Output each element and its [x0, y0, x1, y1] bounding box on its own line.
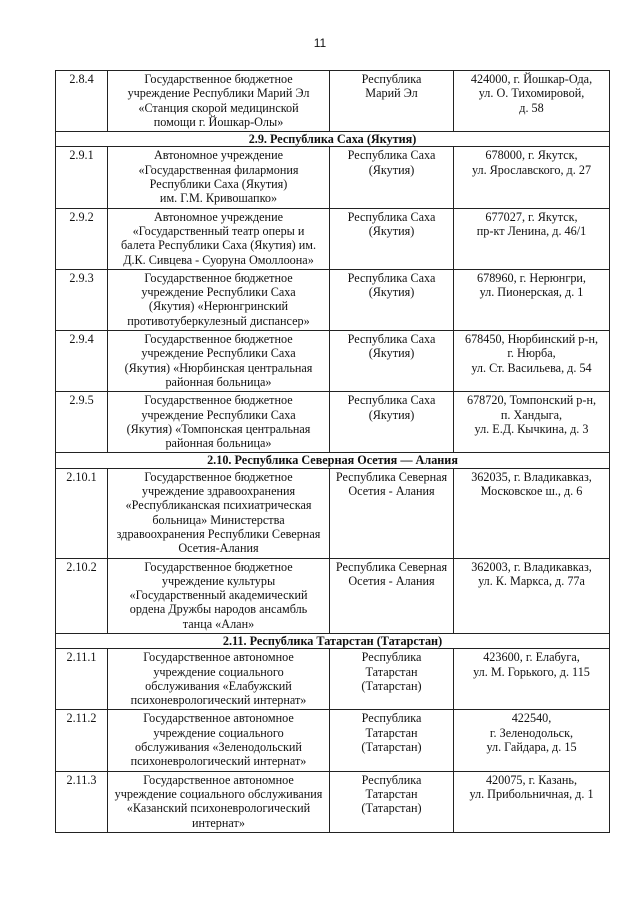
institution-address: 424000, г. Йошкар-Ода, ул. О. Тихомировой, д. 58 [454, 71, 610, 132]
region-name: Республика Саха (Якутия) [330, 392, 454, 453]
institution-address: 678960, г. Нерюнгри, ул. Пионерская, д. 1 [454, 269, 610, 330]
institution-address: 422540, г. Зеленодольск, ул. Гайдара, д. 15 [454, 710, 610, 771]
region-name: Республика Саха (Якутия) [330, 147, 454, 208]
region-name: Республика Саха (Якутия) [330, 269, 454, 330]
table-row [56, 331, 610, 392]
institution-name: Государственное бюджетное учреждение Республики Саха (Якутия) «Нерюнгринский противотуберкулезный диспансер» [108, 269, 330, 330]
institution-address: 678450, Нюрбинский р-н, г. Нюрба, ул. Ст. Васильева, д. 54 [454, 331, 610, 392]
row-number: 2.10.1 [56, 468, 108, 558]
region-name: Республика Саха (Якутия) [330, 208, 454, 269]
institution-address: 362035, г. Владикавказ, Московское ш., д. 6 [454, 468, 610, 558]
institutions-table [55, 70, 610, 833]
table-row [56, 269, 610, 330]
table-row [56, 771, 610, 832]
section-header-row [56, 633, 610, 648]
region-name: Республика Северная Осетия - Алания [330, 558, 454, 633]
row-number: 2.10.2 [56, 558, 108, 633]
table-row [56, 468, 610, 558]
row-number: 2.11.1 [56, 649, 108, 710]
row-number: 2.11.3 [56, 771, 108, 832]
section-title: 2.11. Республика Татарстан (Татарстан) [56, 633, 610, 648]
section-title: 2.10. Республика Северная Осетия — Алания [56, 453, 610, 468]
table-row [56, 208, 610, 269]
table-row [56, 710, 610, 771]
institution-address: 420075, г. Казань, ул. Прибольничная, д. 1 [454, 771, 610, 832]
institution-name: Государственное бюджетное учреждение Республики Саха (Якутия) «Нюрбинская центральная районная больница» [108, 331, 330, 392]
institution-name: Автономное учреждение «Государственный театр оперы и балета Республики Саха (Якутия) им. Д.К. Сивцева - Суоруна Омоллоона» [108, 208, 330, 269]
table-body [56, 71, 610, 833]
row-number: 2.9.2 [56, 208, 108, 269]
institution-address: 678720, Томпонский р-н, п. Хандыга, ул. Е.Д. Кычкина, д. 3 [454, 392, 610, 453]
region-name: Республика Татарстан (Татарстан) [330, 771, 454, 832]
table-row [56, 147, 610, 208]
region-name: Республика Татарстан (Татарстан) [330, 649, 454, 710]
institution-name: Государственное бюджетное учреждение культуры «Государственный академический ордена Дружбы народов ансамбль танца «Алан» [108, 558, 330, 633]
region-name: Республика Саха (Якутия) [330, 331, 454, 392]
institution-address: 678000, г. Якутск, ул. Ярославского, д. 27 [454, 147, 610, 208]
page-number: 11 [313, 36, 327, 50]
institution-name: Государственное автономное учреждение социального обслуживания «Казанский психоневрологический интернат» [108, 771, 330, 832]
institution-address: 423600, г. Елабуга, ул. М. Горького, д. 115 [454, 649, 610, 710]
institution-name: Государственное бюджетное учреждение Республики Марий Эл «Станция скорой медицинской помощи г. Йошкар-Олы» [108, 71, 330, 132]
row-number: 2.9.3 [56, 269, 108, 330]
section-header-row [56, 132, 610, 147]
row-number: 2.9.4 [56, 331, 108, 392]
region-name: Республика Марий Эл [330, 71, 454, 132]
row-number: 2.9.5 [56, 392, 108, 453]
region-name: Республика Северная Осетия - Алания [330, 468, 454, 558]
table-row [56, 71, 610, 132]
institution-name: Государственное автономное учреждение социального обслуживания «Зеленодольский психоневрологический интернат» [108, 710, 330, 771]
institution-name: Государственное автономное учреждение социального обслуживания «Елабужский психоневрологический интернат» [108, 649, 330, 710]
section-header-row [56, 453, 610, 468]
table-row [56, 558, 610, 633]
institution-name: Государственное бюджетное учреждение Республики Саха (Якутия) «Томпонская центральная районная больница» [108, 392, 330, 453]
row-number: 2.8.4 [56, 71, 108, 132]
table-row [56, 649, 610, 710]
row-number: 2.9.1 [56, 147, 108, 208]
institution-name: Государственное бюджетное учреждение здравоохранения «Республиканская психиатрическая больница» Министерства здравоохранения Республики Северная Осетия-Алания [108, 468, 330, 558]
institution-address: 362003, г. Владикавказ, ул. К. Маркса, д. 77а [454, 558, 610, 633]
row-number: 2.11.2 [56, 710, 108, 771]
section-title: 2.9. Республика Саха (Якутия) [56, 132, 610, 147]
table-row [56, 392, 610, 453]
institution-address: 677027, г. Якутск, пр-кт Ленина, д. 46/1 [454, 208, 610, 269]
region-name: Республика Татарстан (Татарстан) [330, 710, 454, 771]
institution-name: Автономное учреждение «Государственная филармония Республики Саха (Якутия) им. Г.М. Кривошапко» [108, 147, 330, 208]
